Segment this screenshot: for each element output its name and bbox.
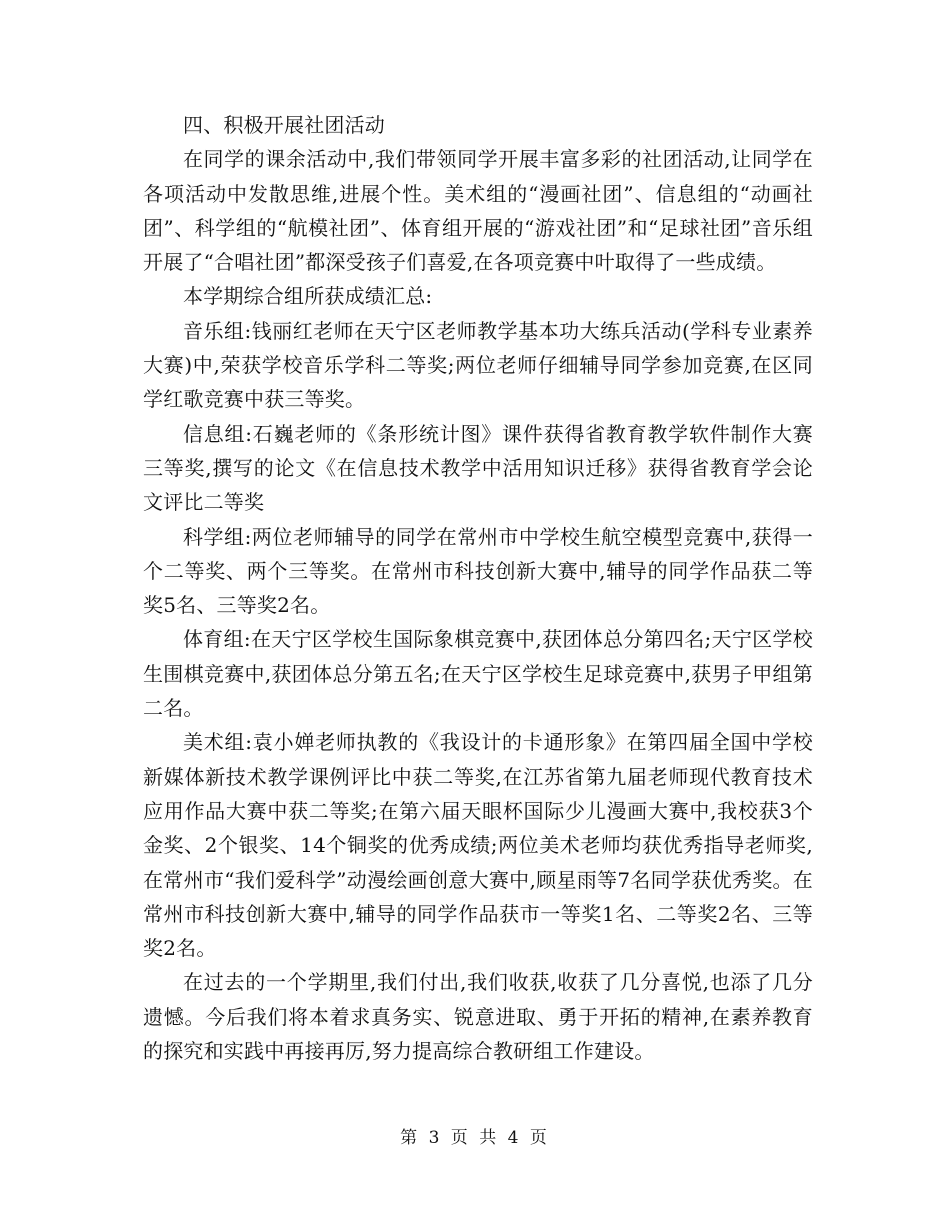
closing-paragraph: 在过去的一个学期里,我们付出,我们收获,收获了几分喜悦,也添了几分遗憾。今后我们将本着求真务实、锐意进取、勇于开拓的精神,在素养教育的探究和实践中再接再厉,努力提高综合教研组工作建设。 xyxy=(143,970,813,1064)
summary-heading: 本学期综合组所获成绩汇总: xyxy=(183,284,433,309)
music-group-paragraph: 音乐组:钱丽红老师在天宁区老师教学基本功大练兵活动(学科专业素养大赛)中,荣获学校音乐学科二等奖;两位老师仔细辅导同学参加竞赛,在区同学红歌竞赛中获三等奖。 xyxy=(143,318,813,412)
art-group-paragraph: 美术组:袁小婵老师执教的《我设计的卡通形象》在第四届全国中学校新媒体新技术教学课例评比中获二等奖,在江苏省第九届老师现代教育技术应用作品大赛中获二等奖;在第六届天眼杯国际少儿漫画大赛中,我校获3个金奖、2个银奖、14个铜奖的优秀成绩;两位美术老师均获优秀指导老师奖,在常州市“我们爱科学”动漫绘画创意大赛中,顾星雨等7名同学获优秀奖。在常州市科技创新大赛中,辅导的同学作品获市一等奖1名、二等奖2名、三等奖2名。 xyxy=(143,730,813,961)
info-group-paragraph: 信息组:石巍老师的《条形统计图》课件获得省教育教学软件制作大赛三等奖,撰写的论文《在信息技术教学中活用知识迁移》获得省教育学会论文评比二等奖 xyxy=(143,421,813,515)
section-heading: 四、积极开展社团活动 xyxy=(183,113,385,137)
science-group-paragraph: 科学组:两位老师辅导的同学在常州市中学校生航空模型竞赛中,获得一个二等奖、两个三等奖。在常州市科技创新大赛中,辅导的同学作品获二等奖5名、三等奖2名。 xyxy=(143,524,813,618)
document-body xyxy=(143,108,813,1068)
body-paragraph: 在同学的课余活动中,我们带领同学开展丰富多彩的社团活动,让同学在各项活动中发散思维,进展个性。美术组的“漫画社团”、信息组的“动画社团”、科学组的“航模社团”、体育组开展的“游戏社团”和“足球社团”音乐组开展了“合唱社团”都深受孩子们喜爱,在各项竞赛中叶取得了一些成绩。 xyxy=(143,147,813,275)
page-number-footer: 第 3 页 共 4 页 xyxy=(400,1128,550,1148)
sports-group-paragraph: 体育组:在天宁区学校生国际象棋竞赛中,获团体总分第四名;天宁区学校生围棋竞赛中,获团体总分第五名;在天宁区学校生足球竞赛中,获男子甲组第二名。 xyxy=(143,627,813,721)
